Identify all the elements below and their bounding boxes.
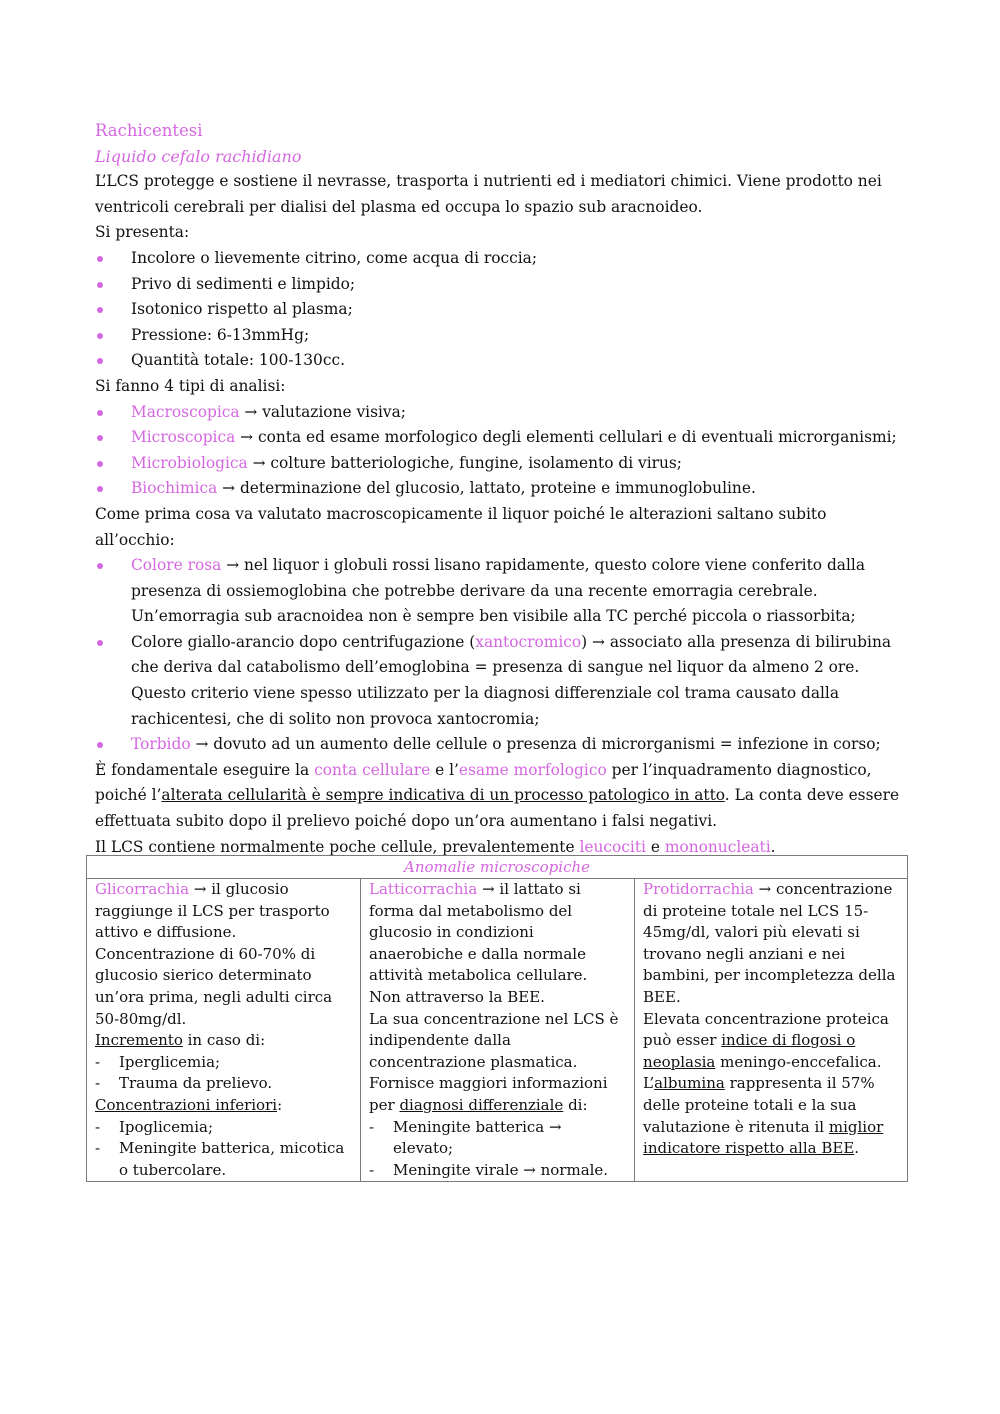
- protidorrachia-cell: Protidorrachia → concentrazione di proteine totale nel LCS 15-45mg/dl, valori più elevati si trovano negli anziani e nei bambini, per incompletezza della BEE. Elevata concentrazione proteica può esser indice di flogosi o neoplasia meningo-enccefalica. L’albumina rappresenta il 57% delle proteine totali e la sua valutazione è ritenuta il miglior indicatore rispetto alla BEE.: [635, 879, 908, 1182]
- page-subtitle: Liquido cefalo rachidiano: [95, 146, 302, 166]
- glicorrachia-term: Glicorrachia: [95, 880, 190, 898]
- presenta-list: [95, 246, 910, 374]
- analisi-list: [95, 400, 910, 502]
- mononucleati-term: mononucleati: [664, 837, 771, 856]
- analysis-term: Macroscopica: [131, 402, 240, 421]
- list-item: Quantità totale: 100-130cc.: [95, 348, 910, 374]
- bullet-icon: [97, 742, 103, 748]
- list-item: Privo di sedimenti e limpido;: [95, 272, 910, 298]
- table-header: Anomalie microscopiche: [87, 856, 908, 879]
- anomalie-table: [86, 855, 908, 1182]
- document-body: [95, 118, 910, 860]
- list-item: Isotonico rispetto al plasma;: [95, 297, 910, 323]
- colori-list: [95, 553, 910, 758]
- bullet-icon: [97, 461, 103, 467]
- protidorrachia-term: Protidorrachia: [643, 880, 754, 898]
- esame-morfologico-term: esame morfologico: [458, 760, 607, 779]
- analysis-term: Microscopica: [131, 428, 236, 447]
- glicorrachia-cell: Glicorrachia → il glucosio raggiunge il LCS per trasporto attivo e diffusione. Concentrazione di 60-70% di glucosio sierico determinato un’ora prima, negli adulti circa 50-80mg/dl. Incremento in caso di: - Iperglicemia; - Trauma da prelievo. Concentrazioni inferiori: - Ipoglicemia; - Meningite batterica, micotica o tubercolare.: [87, 879, 361, 1182]
- list-item: - Ipoglicemia;: [95, 1117, 214, 1136]
- bullet-icon: [97, 410, 103, 416]
- list-item: Incolore o lievemente citrino, come acqua di roccia;: [95, 246, 910, 272]
- list-item: - Meningite batterica → elevato;: [369, 1117, 562, 1158]
- leucociti-term: leucociti: [579, 837, 646, 856]
- fondamentale-paragraph: È fondamentale eseguire la conta cellulare e l’esame morfologico per l’inquadramento diagnostico, poiché l’alterata cellularità è sempre indicativa di un processo patologico in atto. La conta deve essere effettuata subito dopo il prelievo poiché dopo un’ora aumentano i falsi negativi.: [95, 760, 900, 831]
- list-item: Pressione: 6-13mmHg;: [95, 323, 910, 349]
- list-item: - Iperglicemia;: [95, 1052, 221, 1071]
- bullet-icon: [97, 486, 103, 492]
- analysis-term: Biochimica: [131, 479, 218, 498]
- bullet-icon: [97, 307, 103, 313]
- table-row: [87, 879, 908, 1182]
- intro-paragraph: L’LCS protegge e sostiene il nevrasse, trasporta i nutrienti ed i mediatori chimici. Viene prodotto nei ventricoli cerebrali per dialisi del plasma ed occupa lo spazio sub aracnoideo.: [95, 172, 882, 216]
- colore-rosa-term: Colore rosa: [131, 556, 222, 575]
- bullet-icon: [97, 256, 103, 262]
- list-item: Biochimica → determinazione del glucosio, lattato, proteine e immunoglobuline.: [95, 476, 910, 502]
- torbido-term: Torbido: [131, 735, 191, 754]
- bullet-icon: [97, 358, 103, 364]
- list-item: - Trauma da prelievo.: [95, 1074, 273, 1093]
- bullet-icon: [97, 333, 103, 339]
- analisi-label: Si fanno 4 tipi di analisi:: [95, 376, 286, 395]
- list-item: Microbiologica → colture batteriologiche, fungine, isolamento di virus;: [95, 451, 910, 477]
- list-item: Colore rosa → nel liquor i globuli rossi lisano rapidamente, questo colore viene conferito dalla presenza di ossiemoglobina che potrebbe derivare da una recente emorragia cerebrale. Un’emorragia sub aracnoidea non è sempre ben visibile alla TC perché piccola o riassorbita;: [95, 553, 910, 630]
- latticorrachia-term: Latticorrachia: [369, 880, 478, 898]
- table-header-row: [87, 856, 908, 879]
- list-item: Colore giallo-arancio dopo centrifugazione (xantocromico) → associato alla presenza di bilirubina che deriva dal catabolismo dell’emoglobina = presenza di sangue nel liquor da almeno 2 ore. Questo criterio viene spesso utilizzato per la diagnosi differenziale col trama causato dalla rachicentesi, che di solito non provoca xantocromia;: [95, 630, 910, 732]
- list-item: Torbido → dovuto ad un aumento delle cellule o presenza di microrganismi = infezione in corso;: [95, 732, 910, 758]
- contiene-paragraph: Il LCS contiene normalmente poche cellule, prevalentemente leucociti e mononucleati.: [95, 837, 776, 856]
- conta-cellulare-term: conta cellulare: [314, 760, 431, 779]
- latticorrachia-cell: Latticorrachia → il lattato si forma dal metabolismo del glucosio in condizioni anaerobiche e dalla normale attività metabolica cellulare. Non attraverso la BEE. La sua concentrazione nel LCS è indipendente dalla concentrazione plasmatica. Fornisce maggiori informazioni per diagnosi differenziale di: - Meningite batterica → elevato; - Meningite virale → normale.: [361, 879, 635, 1182]
- list-item: - Meningite virale → normale.: [369, 1160, 609, 1179]
- macro-intro: Come prima cosa va valutato macroscopicamente il liquor poiché le alterazioni saltano subito all’occhio:: [95, 504, 827, 549]
- list-item: - Meningite batterica, micotica o tubercolare.: [95, 1139, 345, 1179]
- analysis-term: Microbiologica: [131, 453, 248, 472]
- page-title: Rachicentesi: [95, 121, 203, 140]
- bullet-icon: [97, 435, 103, 441]
- xantocromico-term: xantocromico: [475, 632, 582, 651]
- bullet-icon: [97, 282, 103, 288]
- list-item: Microscopica → conta ed esame morfologico degli elementi cellulari e di eventuali microrganismi;: [95, 425, 910, 451]
- presenta-label: Si presenta:: [95, 223, 190, 242]
- underlined-phrase: alterata cellularità è sempre indicativa di un processo patologico in atto: [161, 786, 725, 805]
- bullet-icon: [97, 640, 103, 646]
- list-item: Macroscopica → valutazione visiva;: [95, 400, 910, 426]
- bullet-icon: [97, 563, 103, 569]
